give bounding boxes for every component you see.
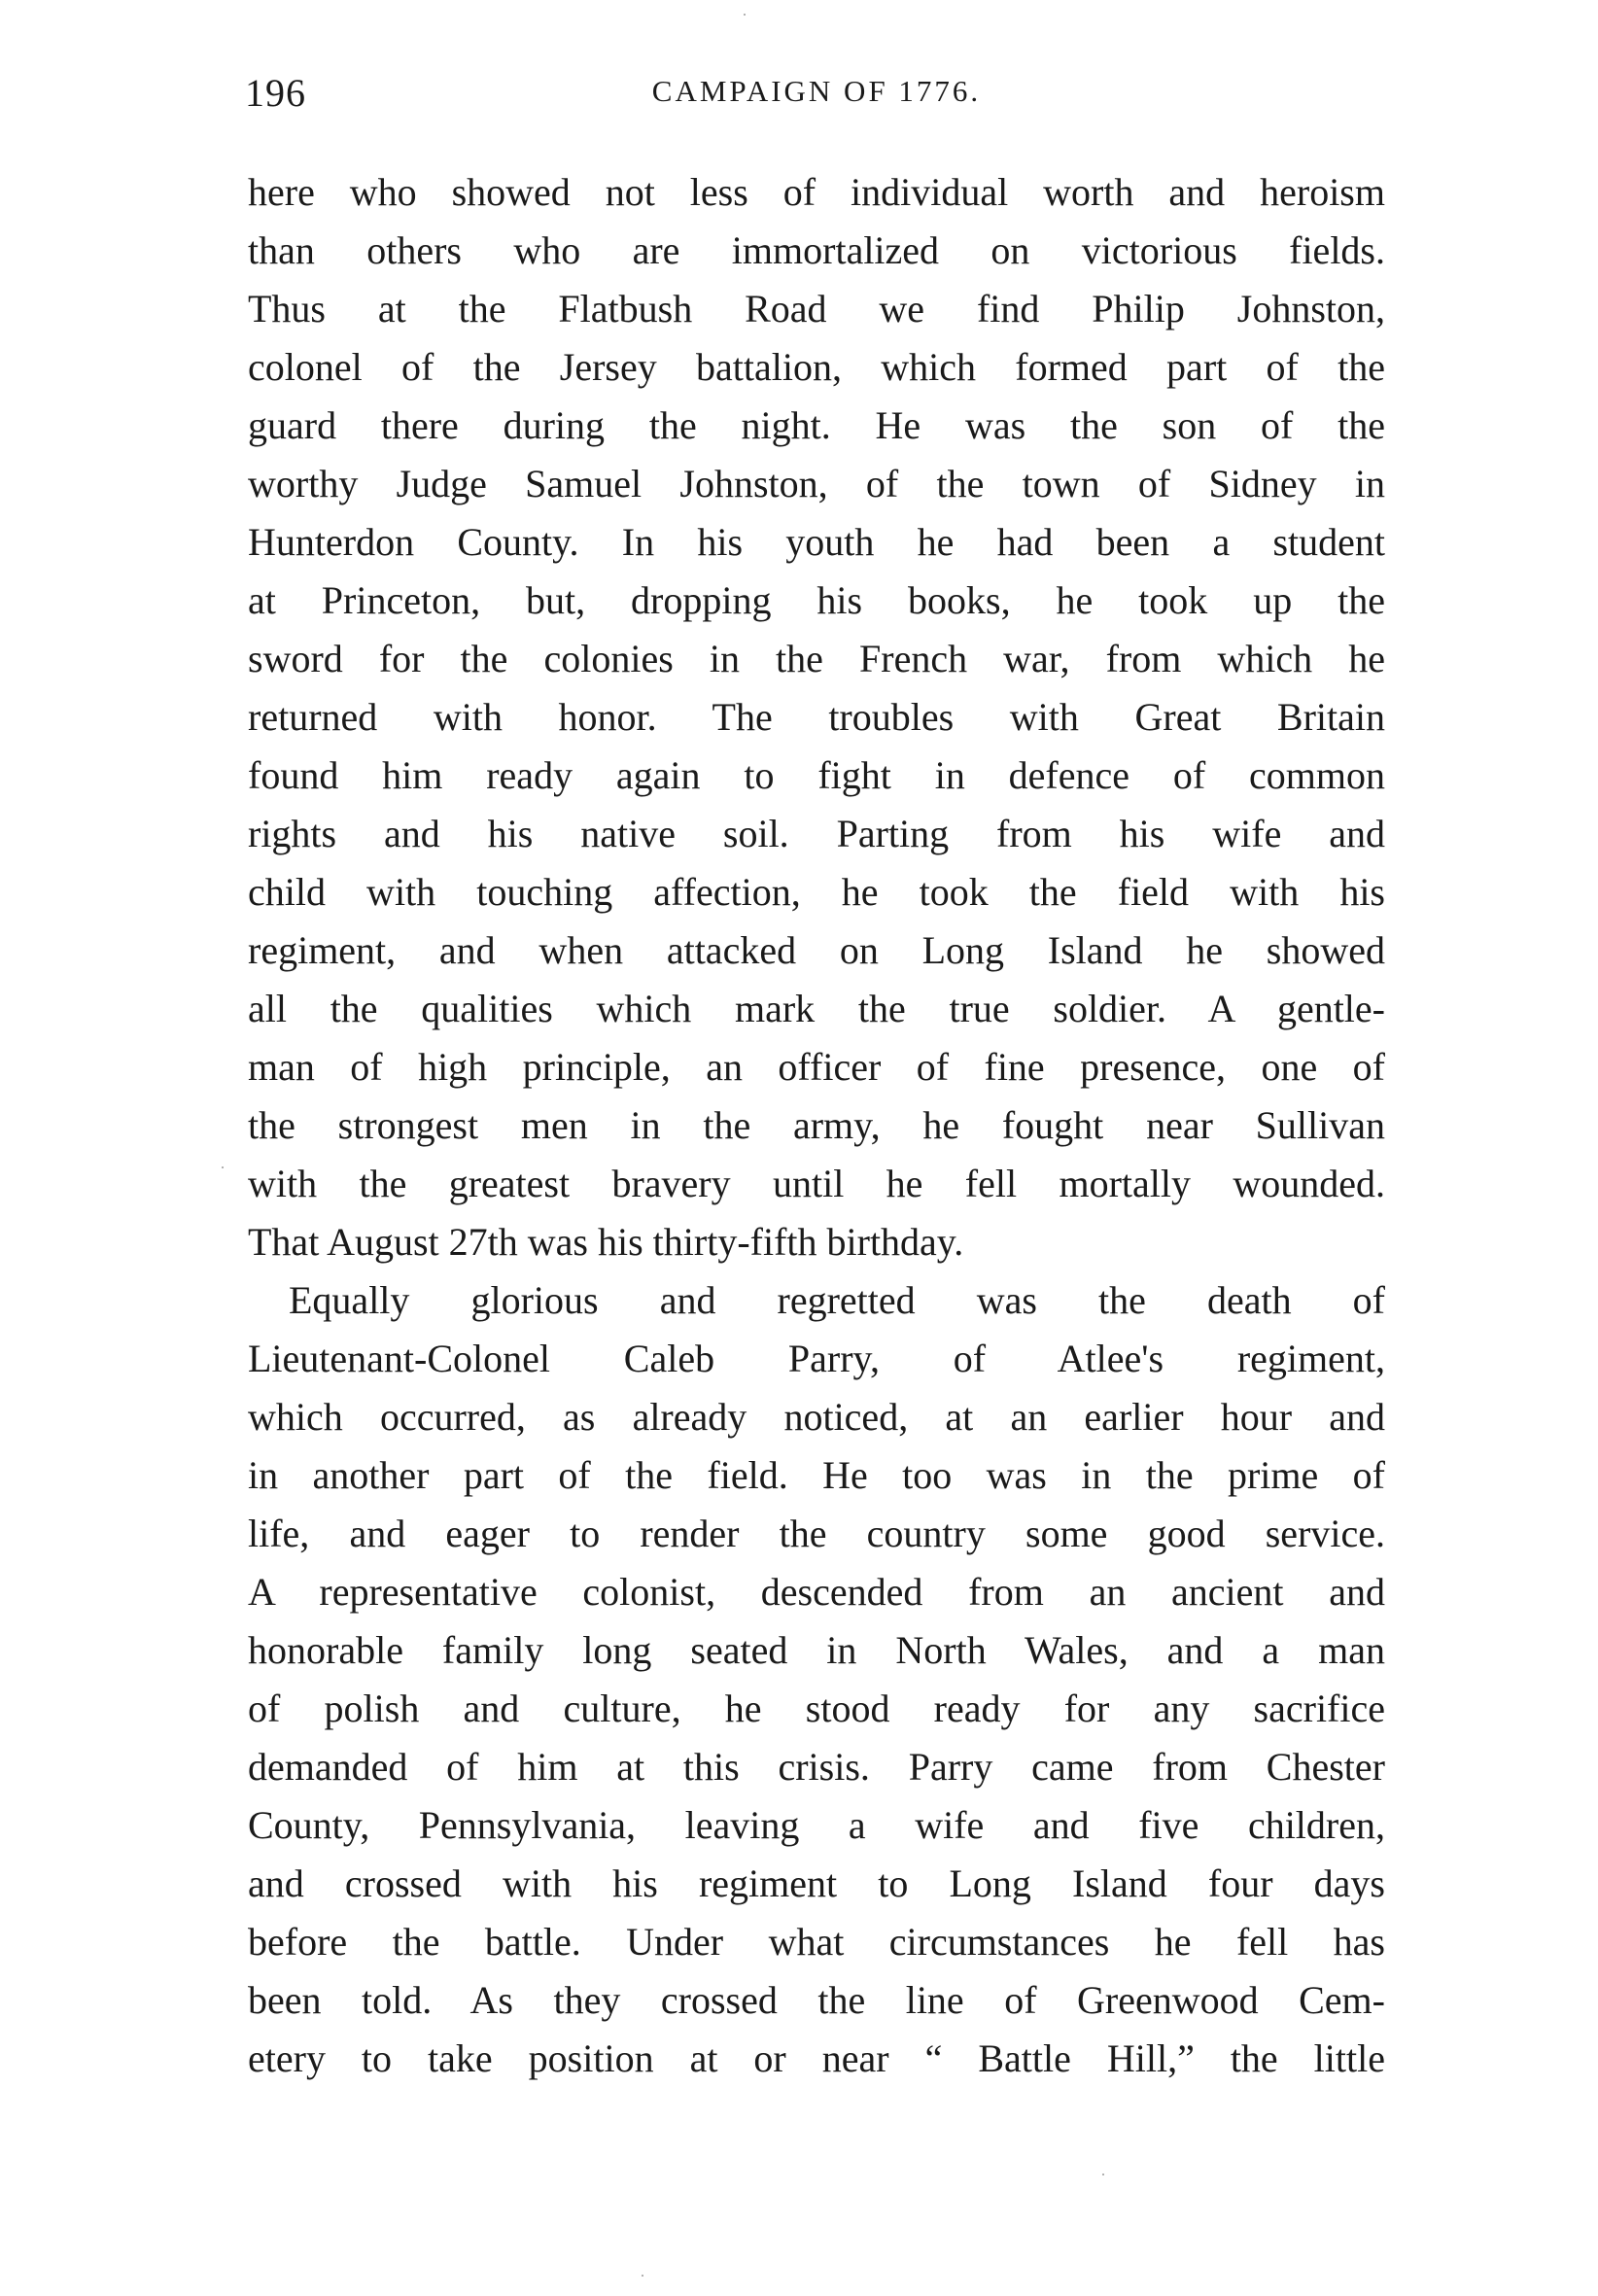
page-header — [245, 70, 1388, 128]
text-line: guard there during the night. He was the son of the — [248, 403, 1385, 447]
text-line: and crossed with his regiment to Long Island four days — [248, 1861, 1385, 1905]
page-number: 196 — [245, 71, 306, 115]
text-line: in another part of the field. He too was in the prime of — [248, 1453, 1385, 1497]
text-line: County, Pennsylvania, leaving a wife and five children, — [248, 1803, 1385, 1847]
body-text — [248, 163, 1385, 2088]
paper-speck — [744, 14, 746, 16]
text-line: with the greatest bravery until he fell mortally wounded. — [248, 1162, 1385, 1205]
text-line: Lieutenant-Colonel Caleb Parry, of Atlee's regiment, — [248, 1337, 1385, 1380]
paper-speck — [1102, 2174, 1104, 2175]
text-line: Hunterdon County. In his youth he had been a student — [248, 520, 1385, 564]
text-line: child with touching affection, he took the field with his — [248, 870, 1385, 914]
text-line: which occurred, as already noticed, at an earlier hour and — [248, 1395, 1385, 1439]
text-line: rights and his native soil. Parting from his wife and — [248, 812, 1385, 855]
text-line: found him ready again to fight in defence of common — [248, 753, 1385, 797]
text-line: colonel of the Jersey battalion, which formed part of the — [248, 345, 1385, 389]
paragraph-end-line: That August 27th was his thirty-fifth birthday. — [248, 1220, 964, 1264]
text-line: Thus at the Flatbush Road we find Philip Johnston, — [248, 287, 1385, 330]
text-line: returned with honor. The troubles with Great Britain — [248, 695, 1385, 739]
text-line: man of high principle, an officer of fine presence, one of — [248, 1045, 1385, 1089]
text-line: worthy Judge Samuel Johnston, of the town of Sidney in — [248, 462, 1385, 505]
text-line: here who showed not less of individual worth and heroism — [248, 170, 1385, 214]
text-line: sword for the colonies in the French war, from which he — [248, 637, 1385, 680]
paper-speck — [222, 1166, 224, 1168]
running-title: CAMPAIGN OF 1776. — [651, 74, 982, 108]
paragraph-start-line: Equally glorious and regretted was the death of — [289, 1278, 1385, 1322]
text-line: etery to take position at or near “ Battle Hill,” the little — [248, 2036, 1385, 2080]
text-line: honorable family long seated in North Wales, and a man — [248, 1628, 1385, 1672]
text-line: before the battle. Under what circumstances he fell has — [248, 1920, 1385, 1964]
paper-speck — [642, 2275, 643, 2277]
text-line: than others who are immortalized on victorious fields. — [248, 228, 1385, 272]
text-line: regiment, and when attacked on Long Island he showed — [248, 928, 1385, 972]
text-line: all the qualities which mark the true soldier. A gentle- — [248, 987, 1385, 1030]
text-line: demanded of him at this crisis. Parry came from Chester — [248, 1745, 1385, 1789]
text-line: of polish and culture, he stood ready for any sacrifice — [248, 1687, 1385, 1730]
text-line: life, and eager to render the country some good service. — [248, 1512, 1385, 1555]
text-line: at Princeton, but, dropping his books, he took up the — [248, 578, 1385, 622]
text-line: A representative colonist, descended from an ancient and — [248, 1570, 1385, 1614]
text-line: been told. As they crossed the line of Greenwood Cem- — [248, 1978, 1385, 2022]
text-line: the strongest men in the army, he fought near Sullivan — [248, 1103, 1385, 1147]
